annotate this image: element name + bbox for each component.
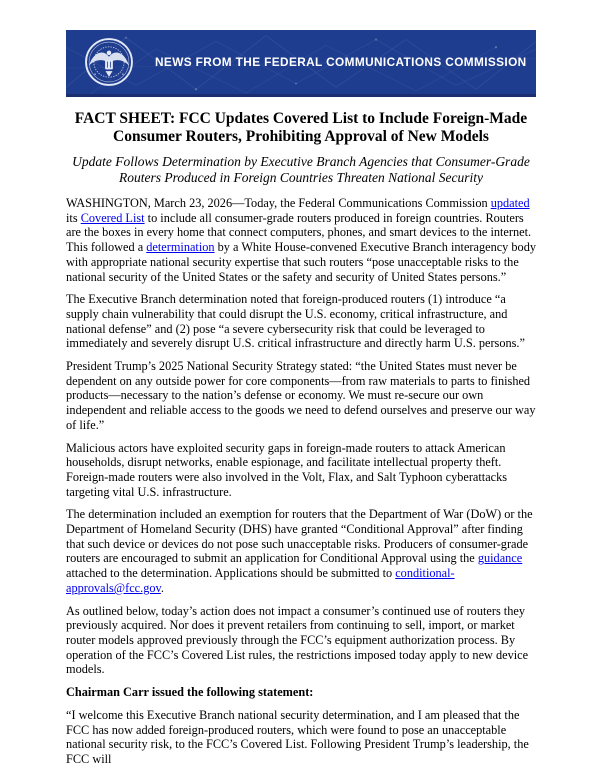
paragraph-national-security-strategy: [66, 359, 536, 433]
statement-heading: [66, 685, 536, 700]
text-run: to include all consumer-grade routers produced in foreign countries. Routers are the boxes in every home that connect computers, phones, and smart devices to the internet. This followed a: [66, 210, 532, 255]
text-run: WASHINGTON, March 23, 2026—Today, the Federal Communications Commission: [66, 196, 491, 210]
text-line: Consumer Routers, Prohibiting Approval of New Models: [113, 127, 489, 145]
covered-list-link[interactable]: Covered List: [80, 210, 145, 225]
document-title: [66, 110, 536, 145]
paragraph-dateline: [66, 196, 536, 284]
document-content: [66, 110, 536, 775]
paragraph-carr-statement: [66, 708, 536, 767]
paragraph-conditional-approval: [66, 507, 536, 595]
paragraph-consumer-impact: [66, 604, 536, 678]
document-subtitle: [66, 154, 536, 186]
fcc-seal-icon: [83, 36, 135, 88]
text-run: Chairman Carr issued the following statement:: [66, 685, 314, 700]
paragraph-determination-findings: [66, 292, 536, 351]
paragraphs-container: [66, 196, 536, 767]
text-line: Update Follows Determination by Executive Branch Agencies that Consumer-Grade: [72, 154, 530, 169]
text-run: Malicious actors have exploited security gaps in foreign-made routers to attack American households, disrupt networks, enable espionage, and facilitate intellectual property theft. Foreign-made routers were also involved in the Volt, Flax, and Salt Typhoon cyberattacks targeting vital U.S. infrastructure.: [66, 440, 508, 499]
text-run: The determination included an exemption for routers that the Department of War (DoW) or the Department of Homeland Security (DHS) have granted “Conditional Approval” after finding that such device or devices do not pose such unacceptable risks. Producers of consumer-grade routers are encouraged to submit an application for Conditional Approval using the: [66, 507, 533, 566]
determination-link[interactable]: determination: [146, 240, 215, 255]
text-run: by a White House-convened Executive Branch interagency body with appropriate national security expertise that such routers “pose unacceptable risks to the national security of the United States or the safety and security of United States persons.”: [66, 240, 536, 284]
text-run: The Executive Branch determination noted that foreign-produced routers (1) introduce “a supply chain vulnerability that could disrupt the U.S. economy, critical infrastructure, and national defense” and (2) pose “a severe cybersecurity risk that could be leveraged to immediately and severely disrupt U.S. critical infrastructure and directly harm U.S. persons.”: [66, 292, 525, 351]
text-run: attached to the determination. Applications should be submitted to: [66, 566, 396, 581]
header-title: NEWS FROM THE FEDERAL COMMUNICATIONS COMMISSION: [155, 55, 527, 69]
text-line: Routers Produced in Foreign Countries Threaten National Security: [118, 170, 484, 185]
header-band: [66, 30, 536, 97]
updated-link[interactable]: updated: [490, 196, 530, 210]
text-line: FACT SHEET: FCC Updates Covered List to Include Foreign-Made: [74, 110, 528, 127]
text-run: President Trump’s 2025 National Security Strategy stated: “the United States must never be dependent on any outside power for core components—from raw materials to parts to finished products—necessary to the nation’s defense or economy. We must re-secure our own independent and reliable access to the goods we need to defend ourselves and preserve our way of life.”: [66, 359, 536, 432]
text-run: “I welcome this Executive Branch national security determination, and I am pleased that the FCC has now added foreign-produced routers, which were found to pose an unacceptable national security risk, to the FCC’s Covered List. Following President Trump’s leadership, the FCC will: [66, 707, 529, 766]
text-run: its: [66, 210, 81, 225]
conditional-approvals-email-link[interactable]: conditional-approvals@fcc.gov: [66, 566, 455, 595]
guidance-link[interactable]: guidance: [477, 551, 523, 566]
text-run: As outlined below, today’s action does not impact a consumer’s continued use of routers they previously acquired. Nor does it prevent retailers from continuing to sell, import, or market router models approved previously through the FCC’s equipment authorization process. By operation of the FCC’s Covered List rules, the restrictions imposed today apply to new device models.: [66, 603, 529, 677]
text-run: .: [160, 580, 164, 595]
paragraph-malicious-actors: [66, 441, 536, 500]
